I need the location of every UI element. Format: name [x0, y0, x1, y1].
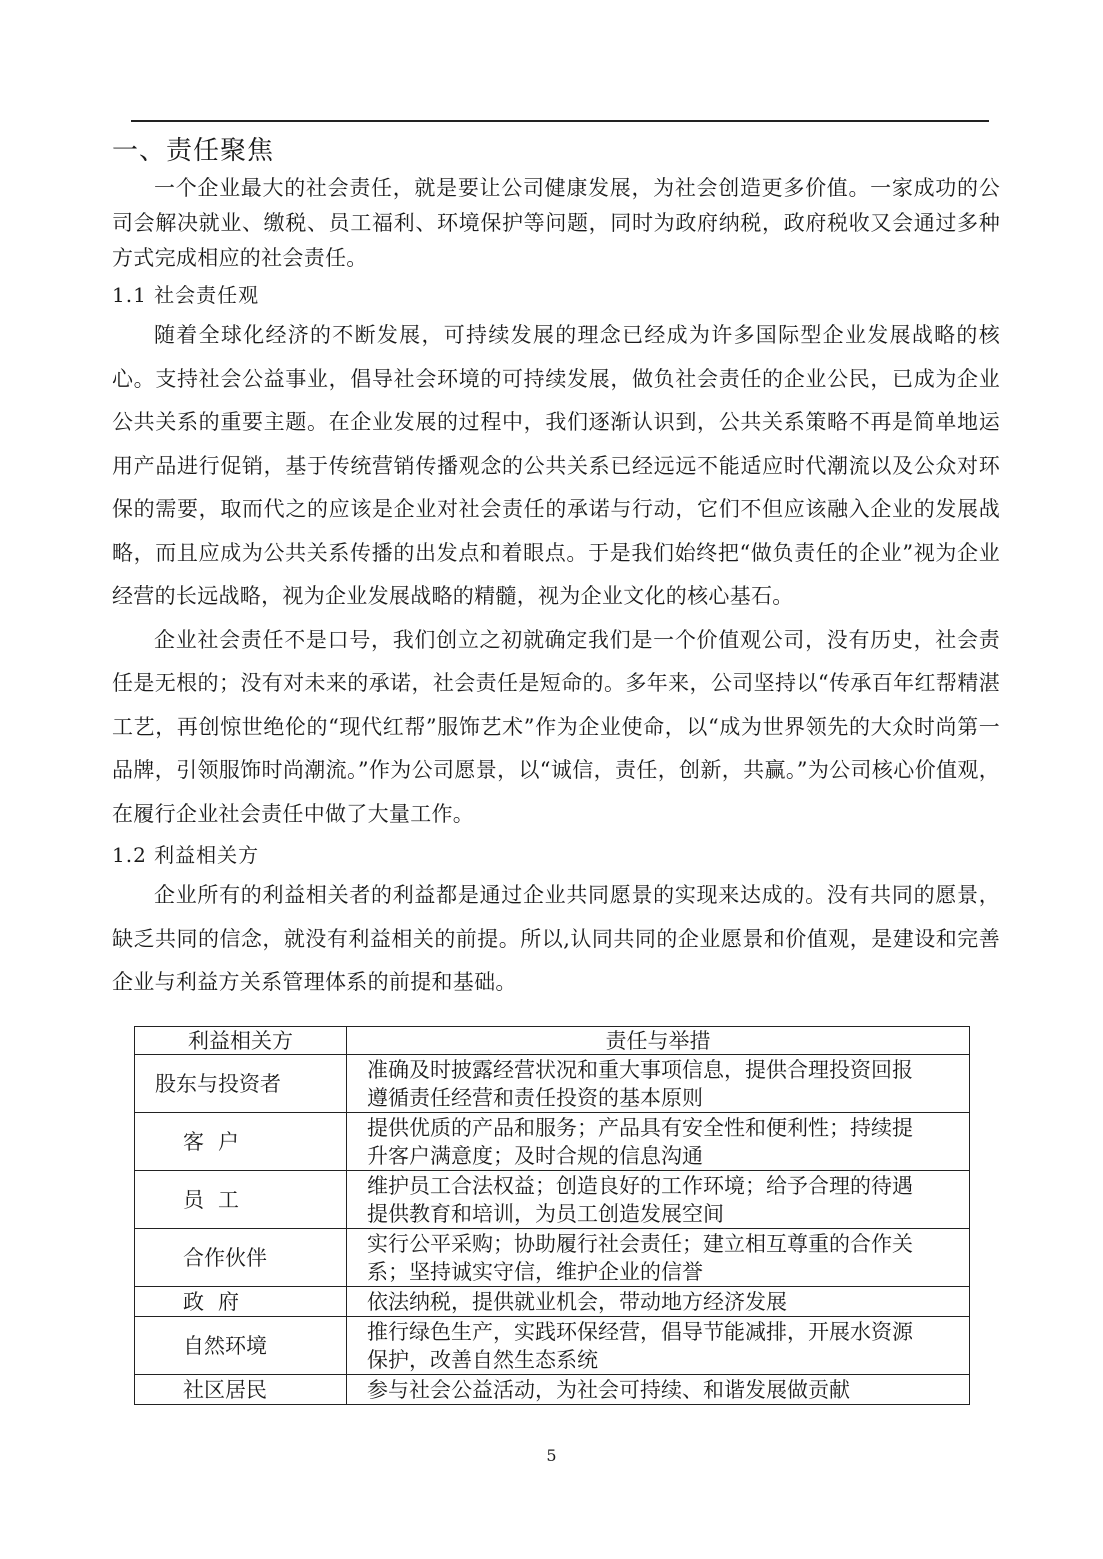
- duty-line: 提供教育和培训，为员工创造发展空间: [367, 1201, 724, 1226]
- table-row: [135, 1229, 970, 1287]
- party-cell: 社区居民: [135, 1375, 347, 1405]
- table-row: [135, 1055, 970, 1113]
- party-cell: 合作伙伴: [135, 1229, 347, 1287]
- stakeholder-table: [134, 1026, 970, 1405]
- duty-cell: [347, 1375, 970, 1405]
- column-header-party: 利益相关方: [135, 1027, 347, 1055]
- table-row: [135, 1375, 970, 1405]
- duty-line: 实行公平采购；协助履行社会责任；建立相互尊重的合作关: [367, 1231, 913, 1256]
- party-cell: 客户: [135, 1113, 347, 1171]
- duty-line: 提供优质的产品和服务；产品具有安全性和便利性；持续提: [367, 1115, 913, 1140]
- duty-cell: [347, 1287, 970, 1317]
- table-row: [135, 1287, 970, 1317]
- header-rule: [131, 120, 989, 122]
- table-row: [135, 1113, 970, 1171]
- duty-line: 升客户满意度；及时合规的信息沟通: [367, 1143, 703, 1168]
- party-cell: 员工: [135, 1171, 347, 1229]
- duty-cell: [347, 1317, 970, 1375]
- column-header-duty: 责任与举措: [347, 1027, 970, 1055]
- duty-cell: [347, 1113, 970, 1171]
- paragraph-stakeholders: 企业所有的利益相关者的利益都是通过企业共同愿景的实现来达成的。没有共同的愿景，缺乏共同的信念，就没有利益相关的前提。所以,认同共同的企业愿景和价值观，是建设和完善企业与利益方关系管理体系的前提和基础。: [112, 883, 1000, 994]
- party-cell: 政府: [135, 1287, 347, 1317]
- duty-line: 推行绿色生产，实践环保经营，倡导节能减排，开展水资源: [367, 1319, 913, 1344]
- table-row: [135, 1317, 970, 1375]
- page-number: 5: [546, 1446, 557, 1465]
- duty-line: 遵循责任经营和责任投资的基本原则: [367, 1085, 703, 1110]
- duty-line: 保护，改善自然生态系统: [367, 1347, 598, 1372]
- duty-line: 依法纳税，提供就业机会，带动地方经济发展: [367, 1289, 787, 1314]
- section-title: 一、责任聚焦: [112, 136, 275, 166]
- subsection-title-1-2: 1.2 利益相关方: [112, 843, 260, 867]
- duty-cell: [347, 1055, 970, 1113]
- duty-cell: [347, 1229, 970, 1287]
- duty-line: 系；坚持诚实守信，维护企业的信誉: [367, 1259, 703, 1284]
- duty-line: 参与社会公益活动，为社会可持续、和谐发展做贡献: [367, 1377, 850, 1402]
- duty-cell: [347, 1171, 970, 1229]
- document-body: [112, 131, 1000, 1005]
- intro-paragraph: 一个企业最大的社会责任，就是要让公司健康发展，为社会创造更多价值。一家成功的公司会解决就业、缴税、员工福利、环境保护等问题，同时为政府纳税，政府税收又会通过多种方式完成相应的社会责任。: [112, 176, 1000, 270]
- party-cell: 自然环境: [135, 1317, 347, 1375]
- paragraph-mission-vision: 企业社会责任不是口号，我们创立之初就确定我们是一个价值观公司，没有历史，社会责任是无根的；没有对未来的承诺，社会责任是短命的。多年来，公司坚持以“传承百年红帮精湛工艺，再创惊世绝伦的“现代红帮”服饰艺术”作为企业使命，以“成为世界领先的大众时尚第一品牌，引领服饰时尚潮流。”作为公司愿景，以“诚信，责任，创新，共赢。”为公司核心价值观，在履行企业社会责任中做了大量工作。: [112, 627, 1000, 826]
- paragraph-responsibility-view: 随着全球化经济的不断发展，可持续发展的理念已经成为许多国际型企业发展战略的核心。支持社会公益事业，倡导社会环境的可持续发展，做负社会责任的企业公民，已成为企业公共关系的重要主题。在企业发展的过程中，我们逐渐认识到，公共关系策略不再是简单地运用产品进行促销，基于传统营销传播观念的公共关系已经远远不能适应时代潮流以及公众对环保的需要，取而代之的应该是企业对社会责任的承诺与行动，它们不但应该融入企业的发展战略，而且应成为公共关系传播的出发点和着眼点。于是我们始终把“做负责任的企业”视为企业经营的长远战略，视为企业发展战略的精髓，视为企业文化的核心基石。: [112, 323, 1000, 608]
- subsection-title-1-1: 1.1 社会责任观: [112, 283, 260, 307]
- table-row: [135, 1171, 970, 1229]
- table-header-row: [135, 1027, 970, 1055]
- duty-line: 准确及时披露经营状况和重大事项信息，提供合理投资回报: [367, 1057, 913, 1082]
- party-cell: 股东与投资者: [135, 1055, 347, 1113]
- duty-line: 维护员工合法权益；创造良好的工作环境；给予合理的待遇: [367, 1173, 913, 1198]
